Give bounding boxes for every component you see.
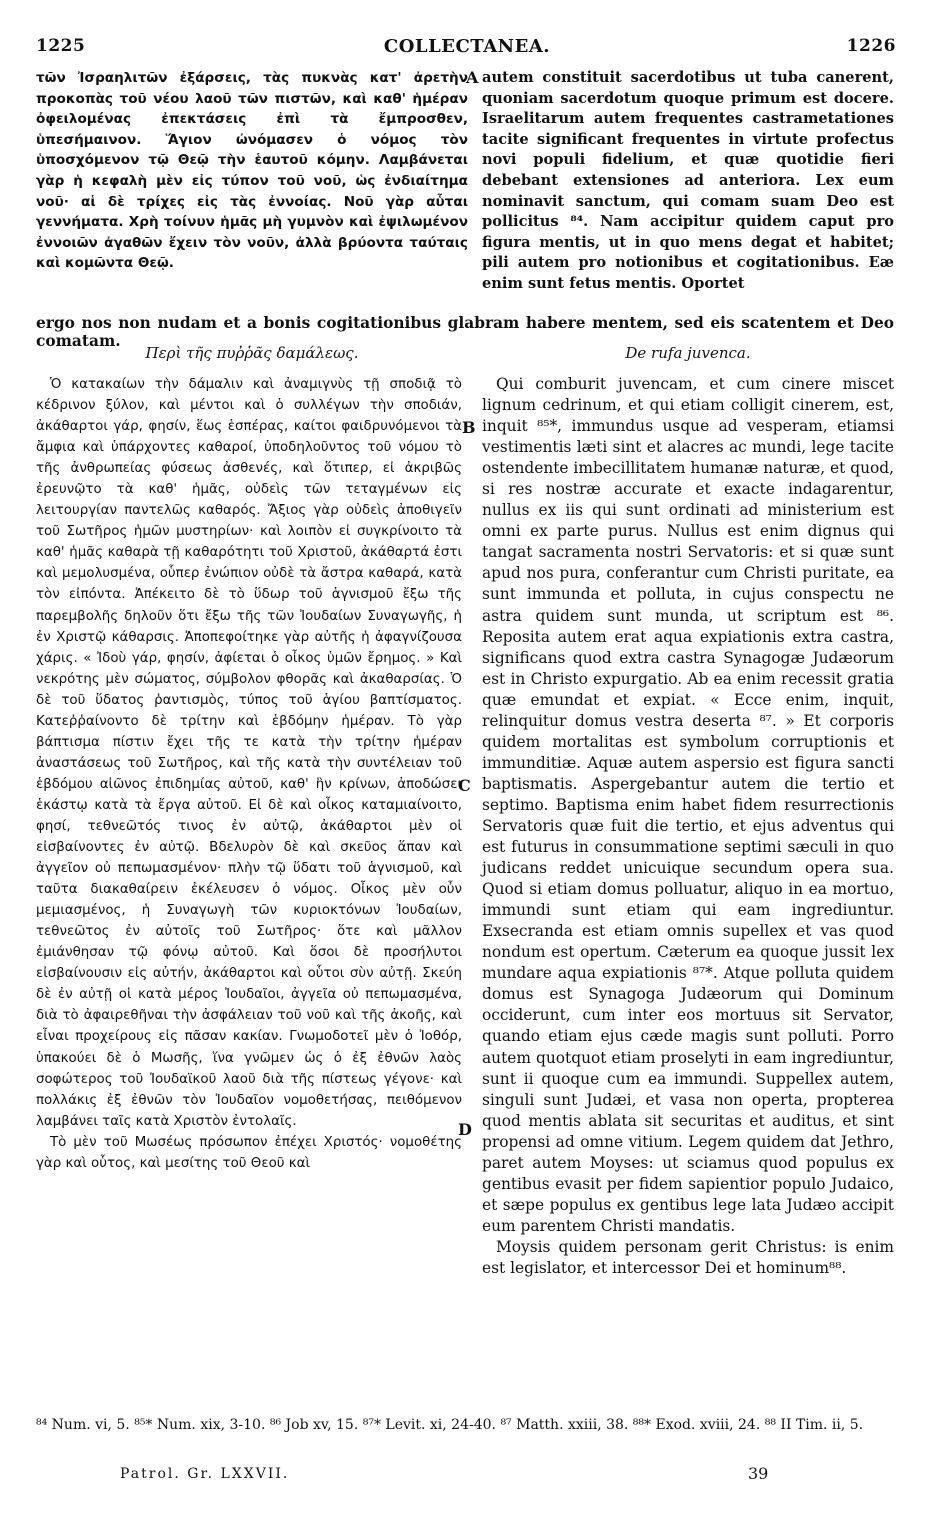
greek-column-top: τῶν Ἰσραηλιτῶν ἐξάρσεις, τὰς πυκνὰς κατ' ἀρετὴν προκοπὰς τοῦ νέου λαοῦ τῶν πιστῶν, καὶ καθ' ἡμέραν ὀφειλομένας ἐπεκτάσεις ἐπὶ τὰ ἔμπροσθεν, ὑπεσήμαινον. Ἅγιον ὠνόμασεν ὁ νόμος τὸν ὑποσχόμενον τῷ Θεῷ τὴν ἑαυτοῦ κόμην. Λαμβάνεται γὰρ ἡ κεφαλὴ μὲν εἰς τύπον τοῦ νοῦ, ὡς ἐνδιαίτημα νοῦ· αἱ δὲ τρίχες εἰς τὰς ἐννοίας. Νοῦ γὰρ αὗται γεννήματα. Χρὴ τοίνυν ἡμᾶς μὴ γυμνὸν καὶ ἐψιλωμένον ἐννοιῶν ἀγαθῶν ἔχειν τὸν νοῦν, ἀλλὰ βρύοντα ταύταις καὶ κομῶντα Θεῷ. [36,70,468,272]
footnotes: ⁸⁴ Num. vi, 5. ⁸⁵* Num. xix, 3-10. ⁸⁶ Job xv, 15. ⁸⁷* Levit. xi, 24-40. ⁸⁷ Matth. xxiii, 38. ⁸⁸* Exod. xviii, 24. ⁸⁸ II Tim. ii, 5. [36,1417,864,1433]
margin-letter-d: D [458,1120,472,1139]
section-title-greek: Περὶ τῆς πυῤῥᾶς δαμάλεως. [145,344,359,362]
margin-letter-c: C [458,776,471,795]
greek-paragraph: Τὸ μὲν τοῦ Μωσέως πρόσωπον ἐπέχει Χριστός· νομοθέτης γὰρ καὶ οὗτος, καὶ μεσίτης τοῦ Θεοῦ καὶ [36,1134,462,1171]
margin-letter-b: B [462,418,476,437]
volume-signature: Patrol. Gr. LXXVII. [120,1466,290,1482]
greek-column-main [36,374,462,1174]
full-width-line: ergo nos non nudam et a bonis cogitationibus glabram habere mentem, sed eis scatentem et Deo comatam. [36,314,894,350]
right-page-number: 1226 [846,36,896,56]
section-title-latin: De rufa juvenca. [625,344,751,362]
latin-paragraph: Moysis quidem personam gerit Christus: is enim est legislator, et intercessor Dei et hominum⁸⁸. [482,1237,894,1277]
latin-paragraph: Qui comburit juvencam, et cum cinere miscet lignum cedrinum, et qui etiam colligit cinerem, est, inquit ⁸⁵*, immundus usque ad vesperam, etiamsi vestimentis læti sint et alacres ac mundi, lege tacite ostendente imbecillitatem humanæ naturæ, et quod, si res nostræ accurate et exacte indagarentur, nullus ex iis qui sunt ordinati ad ministerium est omni ex parte purus. Nullus est enim dignus qui tangat sacramenta nostri Servatoris: et si quæ sunt apud nos pura, conferantur cum Christi puritate, ea sunt immunda et polluta, in cujus conspectu ne astra quidem sunt munda, ut scriptum est ⁸⁶. Reposita autem erat aqua expiationis extra castra, significans quod extra castra Synagogæ Judæorum est in Christo expurgatio. Ab ea enim recessit gratia quæ emundat et expiat. « Ecce enim, inquit, relinquitur domus vestra deserta ⁸⁷. » Et corporis quidem mortalitas est symbolum corruptionis et immunditiæ. Aquæ autem aspersio est figura sancti baptismatis. Aspergebantur autem die tertio et septimo. Baptisma enim habet fidem resurrectionis Servatoris quæ fuit die tertio, et ejus adventus qui est futurus in consummatione septimi sæculi in quo judicans reddet unicuique secundum opera sua. Quod si etiam domus polluatur, aliquo in ea mortuo, immundi sunt etiam qui eam ingrediuntur. Exsecranda est etiam omnis supellex et vas quod nondum est opertum. Cæterum ea quoque jussit lex mundare aqua expiationis ⁸⁷*. Atque polluta quidem domus est Synagoga Judæorum qui Dominum occiderunt, cum inter eos mortuus sit Servator, quando etiam ejus cæde magis sunt polluti. Porro autem quotquot etiam proselyti in eam ingrediuntur, sunt ii quoque cum ea immundi. Suppellex autem, singuli sunt Judæi, et vasa non operta, propterea quod mentis ablata sit securitas et auditus, et sint propensi ad omne vitium. Legem quidem dat Jethro, paret autem Moyses: ut sciamus quod populus ex gentibus evasit per fidem sapientior populo Judaico, et sæpe populus ex gentibus lege lata Judæo accipit eum parentem Christi mandatis. [482,375,894,1235]
gathering-number: 39 [748,1464,769,1483]
latin-column-top: autem constituit sacerdotibus ut tuba canerent, quoniam sacerdotum quoque primum est docere. Israelitarum autem frequentes castrametationes tacite significant frequentes in virtute profectus novi populi fidelium, et quæ quotidie fieri debebant extensiones ad anteriora. Lex eum nominavit sanctum, qui comam suam Deo est pollicitus ⁸⁴. Nam accipitur quidem caput pro figura mentis, ut in quo mens degat et habitet; pili autem pro notionibus et cogitationibus. Eæ enim sunt fetus mentis. Oportet [482,69,894,292]
latin-column-main [482,374,894,1279]
left-page-number: 1225 [36,36,86,56]
margin-letter-a: A [466,68,479,87]
running-title: COLLECTANEA. [383,36,551,57]
greek-paragraph: Ὁ κατακαίων τὴν δάμαλιν καὶ ἀναμιγνὺς τῇ σποδιᾷ τὸ κέδρινον ξύλον, καὶ μέντοι καὶ ὁ συλλέγων τὴν σποδιάν, ἀκάθαρτοι γάρ, φησίν, ἕως ἑσπέρας, καίτοι φαιδρυνόμενοι τὰ ἄμφια καὶ ὑπάρχοντες καθαροί, ὑποδηλοῦντος τοῦ νόμου τὸ τῆς ἀνθρωπείας φύσεως ἀσθενές, καὶ ὅτιπερ, εἰ ἀκριβῶς ἐρευνῷτο τὰ καθ' ἡμᾶς, οὐδεὶς τῶν τεταγμένων εἰς λειτουργίαν παντελῶς καθαρός. Ἄξιος γὰρ οὐδεὶς ἀποθιγεῖν τοῦ Σωτῆρος ἡμῶν μυστηρίων· καὶ λοιπὸν εἰ συγκρίνοιτο τὰ καθ' ἡμᾶς καθαρὰ τῇ καθαρότητι τοῦ Χριστοῦ, ἀκάθαρτά ἐστι καὶ μεμολυσμένα, οὗπερ ἐνώπιον οὐδὲ τὰ ἄστρα καθαρά, κατὰ τὸν εἰπόντα. Ἀπέκειτο δὲ τὸ ὕδωρ τοῦ ἁγνισμοῦ ἔξω τῆς παρεμβολῆς δηλοῦν ὅτι ἔξω τῆς τῶν Ἰουδαίων Συναγωγῆς, ἡ ἐν Χριστῷ κάθαρσις. Ἀποπεφοίτηκε γὰρ αὐτῆς ἡ ἀφαγνίζουσα χάρις. « Ἰδοὺ γάρ, φησίν, ἀφίεται ὁ οἶκος ὑμῶν ἔρημος. » Καὶ νεκρότης μὲν σώματος, σύμβολον φθορᾶς καὶ ἀκαθαρσίας. Ὁ δὲ τοῦ ὕδατος ῥαντισμὸς, τύπος τοῦ ἁγίου βαπτίσματος. Κατεῤῥαίνοντο δὲ τρίτην καὶ ἑβδόμην ἡμέραν. Τὸ γὰρ βάπτισμα πίστιν ἔχει τῆς τε κατὰ τὴν τρίτην ἡμέραν ἀναστάσεως τοῦ Σωτῆρος, καὶ τῆς κατὰ τὴν συντέλειαν τοῦ ἑβδόμου αἰῶνος ἐπιδημίας αὐτοῦ, καθ' ἣν κρίνων, ἀποδώσει ἑκάστῳ κατὰ τὰ ἔργα αὐτοῦ. Εἰ δὲ καὶ οἶκος καταμιαίνοιτο, φησί, τεθνεῶτός τινος ἐν αὐτῷ, ἀκάθαρτοι μὲν οἱ εἰσβαίνοντες ἐν αὐτῷ. Βδελυρὸν δὲ καὶ σκεῦος ἅπαν καὶ ἀγγεῖον οὐ πεπωμασμένον· πλὴν τῷ ὕδατι τοῦ ἁγνισμοῦ, καὶ ταῦτα διακαθαίρειν ἐκέλευσεν ὁ νόμος. Οἶκος μὲν οὖν μεμιασμένος, ἡ Συναγωγὴ τῶν κυριοκτόνων Ἰουδαίων, τεθνεῶτος ἐν αὐτοῖς τοῦ Σωτῆρος· ὅτε καὶ μᾶλλον ἐμιάνθησαν τῷ φόνῳ αὐτοῦ. Καὶ ὅσοι δὲ προσήλυτοι εἰσβαίνουσιν εἰς αὐτήν, ἀκάθαρτοι καὶ οὗτοι σὺν αὐτῇ. Σκεύη δὲ ἐν αὐτῇ οἱ κατὰ μέρος Ἰουδαῖοι, ἀγγεῖα οὐ πεπωμασμένα, διὰ τὸ ἀφαιρεθῆναι τὴν ἀσφάλειαν τοῦ νοῦ καὶ τῆς ἀκοῆς, καὶ εἶναι προχείρους εἰς πᾶσαν κακίαν. Γνωμοδοτεῖ μὲν ὁ Ἰοθόρ, ὑπακούει δὲ ὁ Μωσῆς, ἵνα γνῶμεν ὡς ὁ ἐξ ἐθνῶν λαὸς σοφώτερος τοῦ Ἰουδαϊκοῦ λαοῦ διὰ τῆς πίστεως γέγονε· καὶ πολλάκις ἐξ ἐθνῶν τὸν Ἰουδαῖον νομοθετήσας, πειθόμενον λαμβάνει ταῖς κατὰ Χριστὸν ἐντολαῖς. [36,377,462,1129]
